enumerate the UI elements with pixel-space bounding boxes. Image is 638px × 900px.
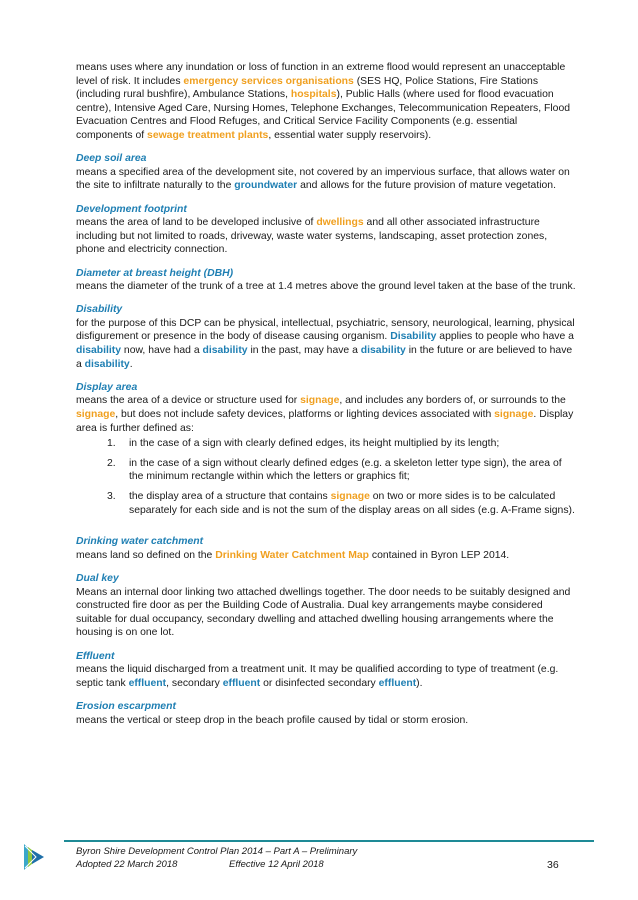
term-heading: Display area <box>76 381 138 393</box>
link-signage[interactable]: signage <box>330 491 370 502</box>
definition-erosion-escarpment <box>76 700 576 727</box>
list-item: 1. in the case of a sign with clearly defined edges, its height multiplied by its length; <box>107 438 500 450</box>
definition-text: for the purpose of this DCP can be physical, intellectual, psychiatric, sensory, neurological, learning, physical disfigurement or presence in the body of disease causing organism. Disability applies to people who have a disability now, have had a disability in the past, may have a disability in the future or are believed to have a disability. <box>76 317 575 370</box>
definition-drinking-water-catchment <box>76 535 576 562</box>
page-number: 36 <box>547 859 559 871</box>
definition-text: means the area of a device or structure used for signage, and includes any borders of, or surrounds to the signage, but does not include safety devices, platforms or lighting devices associated with signage. Display area is further defined as: <box>76 395 574 434</box>
definition-text: means the vertical or steep drop in the beach profile caused by tidal or storm erosion. <box>76 714 469 726</box>
definition-effluent <box>76 650 576 691</box>
term-heading: Dual key <box>76 572 119 584</box>
definition-text: means land so defined on the Drinking Water Catchment Map contained in Byron LEP 2014. <box>76 549 510 561</box>
definition-critical-facilities <box>76 61 576 143</box>
link-signage[interactable]: signage <box>494 409 534 421</box>
definition-display-area <box>76 381 576 517</box>
link-groundwater[interactable]: groundwater <box>234 180 298 192</box>
definition-text: means the liquid discharged from a treatment unit. It may be qualified according to type of treatment (e.g. septic tank effluent, secondary effluent or disinfected secondary effluent). <box>76 664 559 689</box>
link-sewage-treatment-plants[interactable]: sewage treatment plants <box>147 129 269 141</box>
link-effluent[interactable]: effluent <box>378 677 417 689</box>
definition-disability <box>76 303 576 371</box>
link-hospitals[interactable]: hospitals <box>290 89 337 101</box>
council-logo-icon <box>22 842 48 872</box>
term-heading: Deep soil area <box>76 153 147 165</box>
term-heading: Drinking water catchment <box>76 536 204 548</box>
link-disability[interactable]: disability <box>202 345 248 357</box>
definition-dbh <box>76 267 576 294</box>
link-disability[interactable]: disability <box>84 358 130 370</box>
list-item: 2. in the case of a sign without clearly defined edges (e.g. a skeleton letter type sign), the area of the minimum rectangle within which the letters or graphics fit; <box>107 457 562 483</box>
term-heading: Erosion escarpment <box>76 700 176 712</box>
definition-development-footprint <box>76 203 576 257</box>
definition-deep-soil-area <box>76 152 576 193</box>
definition-text: means uses where any inundation or loss of function in an extreme flood would represent an unacceptable level of risk. It includes emergency services organisations (SES HQ, Police Stations, Fire Stations (including rural bushfire), Ambulance Stations, hospitals), Public Halls (where used for flood evacuation centre), Intensive Aged Care, Nursing Homes, Telephone Exchanges, Telecommunication Repeaters, Flood Evacuation Centres and Flood Refuges, and Critical Service Facility Components (e.g. essential components of sewage treatment plants, essential water supply reservoirs). <box>76 62 571 141</box>
footer-effective: Effective 12 April 2018 <box>229 859 324 870</box>
term-heading: Effluent <box>76 650 115 662</box>
footer-rule <box>64 840 594 842</box>
definition-dual-key <box>76 572 576 640</box>
link-effluent[interactable]: effluent <box>222 677 261 689</box>
term-heading: Development footprint <box>76 203 187 215</box>
link-effluent[interactable]: effluent <box>128 677 167 689</box>
list-item: 3. the display area of a structure that contains signage on two or more sides is to be calculated separately for each side and is not the sum of the display areas on all sides (e.g. A-Frame signs). <box>107 491 575 516</box>
definition-text: means the diameter of the trunk of a tree at 1.4 metres above the ground level taken at the base of the trunk. <box>76 281 576 293</box>
link-signage[interactable]: signage <box>76 409 116 421</box>
document-body <box>76 61 576 737</box>
link-signage[interactable]: signage <box>300 395 340 407</box>
term-heading: Diameter at breast height (DBH) <box>76 267 234 279</box>
link-drinking-water-catchment-map[interactable]: Drinking Water Catchment Map <box>215 549 369 561</box>
definition-text: means a specified area of the development site, not covered by an impervious surface, that allows water on the site to infiltrate naturally to the groundwater and allows for the future provision of mature vegetation. <box>76 166 570 192</box>
footer-adopted: Adopted 22 March 2018 <box>76 859 178 870</box>
link-disability[interactable]: Disability <box>390 331 437 343</box>
link-emergency-services[interactable]: emergency services organisations <box>183 75 354 87</box>
definition-text: Means an internal door linking two attached dwellings together. The door needs to be suitably designed and constructed fire door as per the Building Code of Australia. Dual key arrangements maybe considered suitable for dual occupancy, secondary dwelling and attached dwelling housing arrangements where the housing is on one lot. <box>76 586 571 639</box>
display-area-list <box>76 437 576 517</box>
definition-text: means the area of land to be developed inclusive of dwellings and all other associated infrastructure including but not limited to roads, driveway, waste water systems, landscaping, asset protection zones, phone and electricity connection. <box>76 217 548 256</box>
footer-title: Byron Shire Development Control Plan 2014 – Part A – Preliminary <box>76 846 358 857</box>
link-dwellings[interactable]: dwellings <box>316 217 364 229</box>
term-heading: Disability <box>76 304 123 316</box>
link-disability[interactable]: disability <box>360 345 406 357</box>
link-disability[interactable]: disability <box>76 345 122 357</box>
